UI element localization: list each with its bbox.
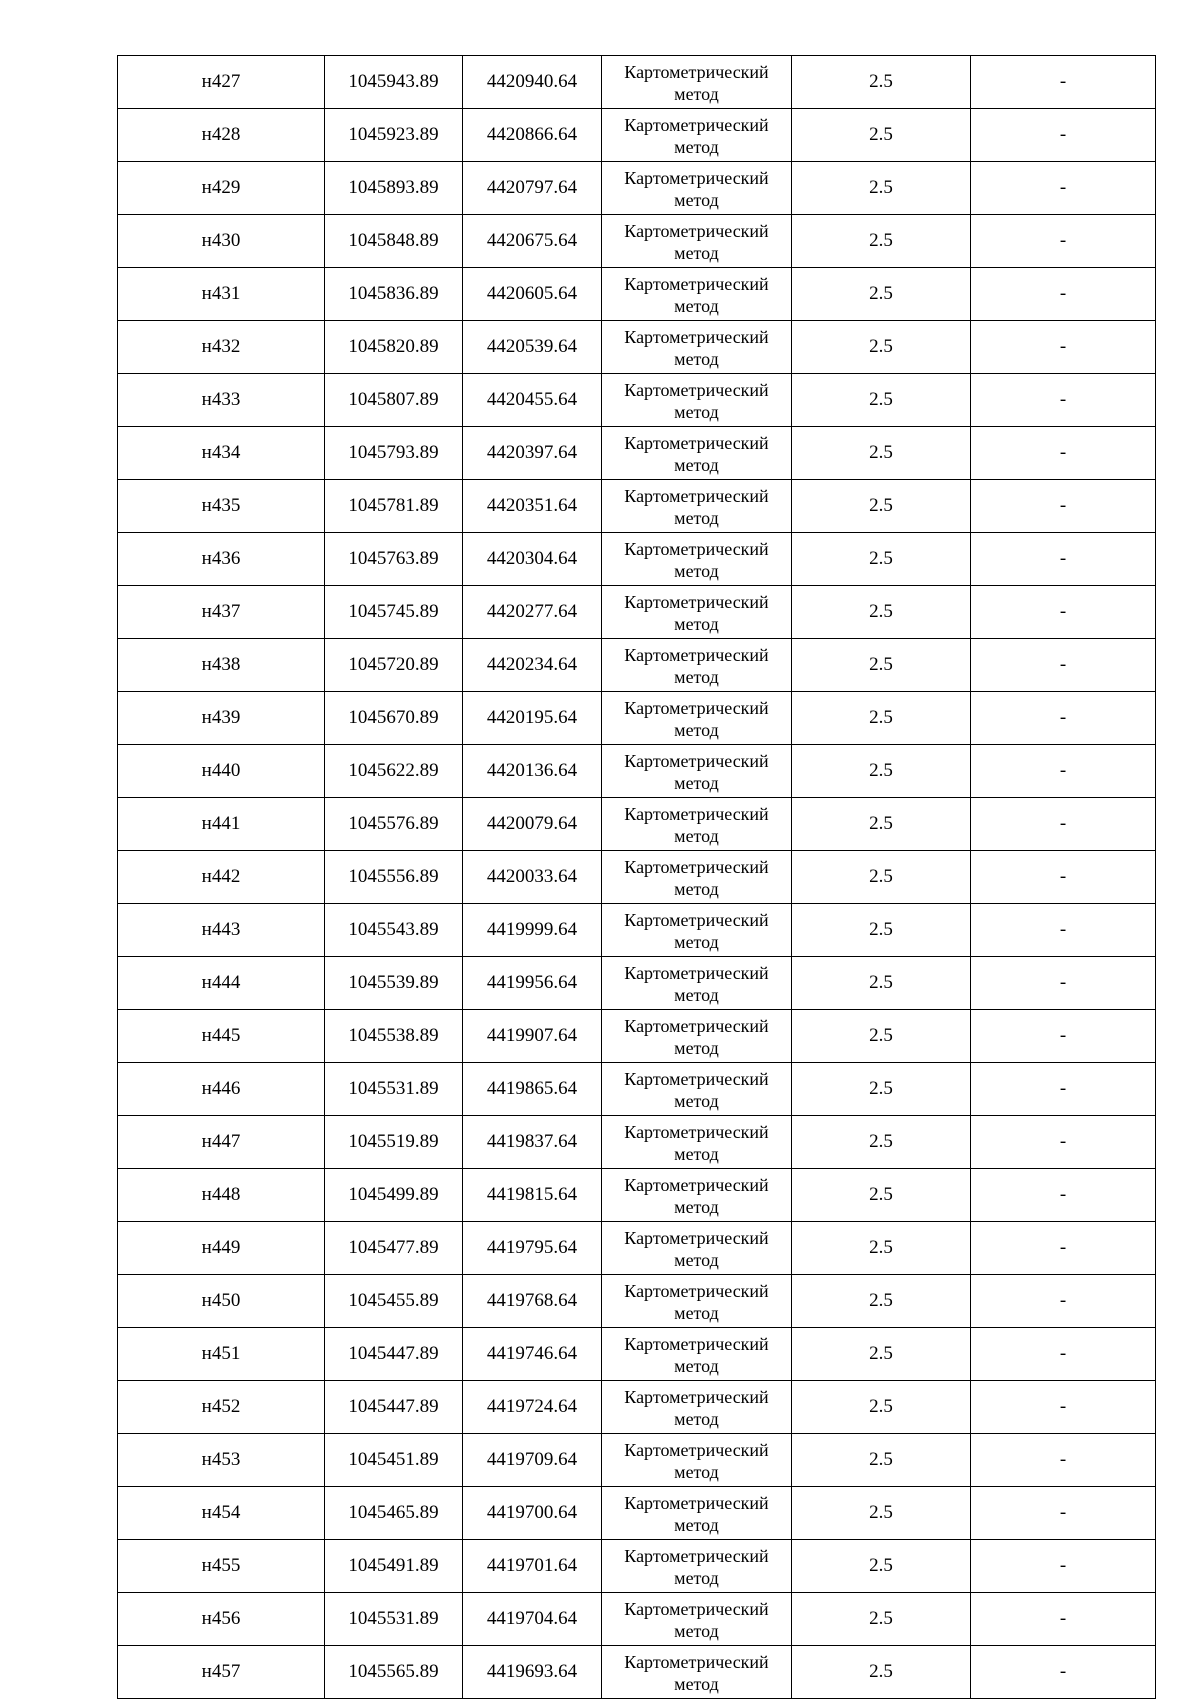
note-cell: -	[971, 745, 1156, 798]
table-row	[118, 1434, 1156, 1487]
method-text-line2: метод	[674, 720, 719, 740]
method-text-line2: метод	[674, 826, 719, 846]
note-cell: -	[971, 56, 1156, 109]
y-coordinate-cell: 4420539.64	[463, 321, 602, 374]
method-text-line1: Картометрический	[624, 1069, 769, 1089]
method-cell	[602, 1222, 792, 1275]
method-text-line1: Картометрический	[624, 1334, 769, 1354]
note-cell: -	[971, 586, 1156, 639]
x-coordinate-cell: 1045848.89	[325, 215, 463, 268]
x-coordinate-cell: 1045531.89	[325, 1593, 463, 1646]
x-coordinate-cell: 1045539.89	[325, 957, 463, 1010]
note-cell: -	[971, 215, 1156, 268]
accuracy-cell: 2.5	[792, 1487, 971, 1540]
table-row	[118, 427, 1156, 480]
method-cell	[602, 427, 792, 480]
method-text-line1: Картометрический	[624, 62, 769, 82]
method-text-line1: Картометрический	[624, 1493, 769, 1513]
accuracy-cell: 2.5	[792, 1169, 971, 1222]
method-cell	[602, 798, 792, 851]
note-cell: -	[971, 639, 1156, 692]
method-text-line2: метод	[674, 614, 719, 634]
x-coordinate-cell: 1045556.89	[325, 851, 463, 904]
table-row	[118, 1010, 1156, 1063]
table-row	[118, 1169, 1156, 1222]
note-cell: -	[971, 1222, 1156, 1275]
method-text-line1: Картометрический	[624, 1652, 769, 1672]
method-text-line2: метод	[674, 508, 719, 528]
note-cell: -	[971, 1540, 1156, 1593]
method-cell	[602, 904, 792, 957]
note-cell: -	[971, 798, 1156, 851]
x-coordinate-cell: 1045893.89	[325, 162, 463, 215]
y-coordinate-cell: 4419956.64	[463, 957, 602, 1010]
x-coordinate-cell: 1045576.89	[325, 798, 463, 851]
table-row	[118, 851, 1156, 904]
method-text-line1: Картометрический	[624, 804, 769, 824]
x-coordinate-cell: 1045670.89	[325, 692, 463, 745]
method-cell	[602, 1169, 792, 1222]
note-cell: -	[971, 1116, 1156, 1169]
method-text-line1: Картометрический	[624, 963, 769, 983]
method-cell	[602, 1275, 792, 1328]
point-id-cell: н446	[118, 1063, 325, 1116]
table-row	[118, 1328, 1156, 1381]
method-text-line2: метод	[674, 932, 719, 952]
method-text-line2: метод	[674, 1197, 719, 1217]
method-text-line1: Картометрический	[624, 1440, 769, 1460]
point-id-cell: н451	[118, 1328, 325, 1381]
note-cell: -	[971, 1063, 1156, 1116]
method-text-line1: Картометрический	[624, 1546, 769, 1566]
note-cell: -	[971, 321, 1156, 374]
accuracy-cell: 2.5	[792, 851, 971, 904]
point-id-cell: н438	[118, 639, 325, 692]
method-text-line1: Картометрический	[624, 327, 769, 347]
method-text-line2: метод	[674, 402, 719, 422]
x-coordinate-cell: 1045763.89	[325, 533, 463, 586]
point-id-cell: н452	[118, 1381, 325, 1434]
method-text-line2: метод	[674, 1674, 719, 1694]
method-text-line2: метод	[674, 1144, 719, 1164]
accuracy-cell: 2.5	[792, 692, 971, 745]
method-text-line2: метод	[674, 985, 719, 1005]
accuracy-cell: 2.5	[792, 1010, 971, 1063]
accuracy-cell: 2.5	[792, 1593, 971, 1646]
y-coordinate-cell: 4419693.64	[463, 1646, 602, 1699]
method-text-line1: Картометрический	[624, 168, 769, 188]
note-cell: -	[971, 1010, 1156, 1063]
y-coordinate-cell: 4419746.64	[463, 1328, 602, 1381]
method-text-line2: метод	[674, 1038, 719, 1058]
method-text-line1: Картометрический	[624, 221, 769, 241]
point-id-cell: н439	[118, 692, 325, 745]
accuracy-cell: 2.5	[792, 268, 971, 321]
method-text-line1: Картометрический	[624, 1228, 769, 1248]
table-row	[118, 798, 1156, 851]
y-coordinate-cell: 4419795.64	[463, 1222, 602, 1275]
y-coordinate-cell: 4419768.64	[463, 1275, 602, 1328]
point-id-cell: н429	[118, 162, 325, 215]
note-cell: -	[971, 1646, 1156, 1699]
table-row	[118, 1222, 1156, 1275]
method-text-line2: метод	[674, 243, 719, 263]
note-cell: -	[971, 1434, 1156, 1487]
note-cell: -	[971, 1381, 1156, 1434]
method-cell	[602, 109, 792, 162]
method-text-line1: Картометрический	[624, 1387, 769, 1407]
x-coordinate-cell: 1045836.89	[325, 268, 463, 321]
table-row	[118, 374, 1156, 427]
note-cell: -	[971, 904, 1156, 957]
note-cell: -	[971, 1593, 1156, 1646]
x-coordinate-cell: 1045622.89	[325, 745, 463, 798]
accuracy-cell: 2.5	[792, 321, 971, 374]
y-coordinate-cell: 4420234.64	[463, 639, 602, 692]
x-coordinate-cell: 1045565.89	[325, 1646, 463, 1699]
table-row	[118, 1275, 1156, 1328]
point-id-cell: н456	[118, 1593, 325, 1646]
y-coordinate-cell: 4420940.64	[463, 56, 602, 109]
x-coordinate-cell: 1045720.89	[325, 639, 463, 692]
table-row	[118, 586, 1156, 639]
note-cell: -	[971, 1487, 1156, 1540]
accuracy-cell: 2.5	[792, 56, 971, 109]
method-cell	[602, 1328, 792, 1381]
method-cell	[602, 1540, 792, 1593]
y-coordinate-cell: 4420397.64	[463, 427, 602, 480]
note-cell: -	[971, 109, 1156, 162]
note-cell: -	[971, 268, 1156, 321]
method-text-line2: метод	[674, 1515, 719, 1535]
y-coordinate-cell: 4420304.64	[463, 533, 602, 586]
x-coordinate-cell: 1045943.89	[325, 56, 463, 109]
method-cell	[602, 56, 792, 109]
point-id-cell: н433	[118, 374, 325, 427]
y-coordinate-cell: 4419907.64	[463, 1010, 602, 1063]
method-text-line1: Картометрический	[624, 274, 769, 294]
y-coordinate-cell: 4420079.64	[463, 798, 602, 851]
point-id-cell: н448	[118, 1169, 325, 1222]
x-coordinate-cell: 1045745.89	[325, 586, 463, 639]
x-coordinate-cell: 1045451.89	[325, 1434, 463, 1487]
point-id-cell: н454	[118, 1487, 325, 1540]
table-row	[118, 904, 1156, 957]
y-coordinate-cell: 4420675.64	[463, 215, 602, 268]
table-row	[118, 1646, 1156, 1699]
accuracy-cell: 2.5	[792, 162, 971, 215]
accuracy-cell: 2.5	[792, 1540, 971, 1593]
y-coordinate-cell: 4420605.64	[463, 268, 602, 321]
table-row	[118, 215, 1156, 268]
method-cell	[602, 480, 792, 533]
x-coordinate-cell: 1045781.89	[325, 480, 463, 533]
note-cell: -	[971, 533, 1156, 586]
method-text-line2: метод	[674, 296, 719, 316]
y-coordinate-cell: 4420136.64	[463, 745, 602, 798]
accuracy-cell: 2.5	[792, 109, 971, 162]
x-coordinate-cell: 1045491.89	[325, 1540, 463, 1593]
point-id-cell: н447	[118, 1116, 325, 1169]
method-text-line2: метод	[674, 667, 719, 687]
method-cell	[602, 533, 792, 586]
accuracy-cell: 2.5	[792, 1646, 971, 1699]
x-coordinate-cell: 1045820.89	[325, 321, 463, 374]
table-row	[118, 1063, 1156, 1116]
x-coordinate-cell: 1045793.89	[325, 427, 463, 480]
method-text-line2: метод	[674, 1462, 719, 1482]
point-id-cell: н455	[118, 1540, 325, 1593]
note-cell: -	[971, 162, 1156, 215]
y-coordinate-cell: 4419837.64	[463, 1116, 602, 1169]
y-coordinate-cell: 4419724.64	[463, 1381, 602, 1434]
method-text-line2: метод	[674, 1303, 719, 1323]
accuracy-cell: 2.5	[792, 1222, 971, 1275]
accuracy-cell: 2.5	[792, 1434, 971, 1487]
accuracy-cell: 2.5	[792, 639, 971, 692]
method-text-line2: метод	[674, 349, 719, 369]
method-cell	[602, 692, 792, 745]
x-coordinate-cell: 1045455.89	[325, 1275, 463, 1328]
point-id-cell: н457	[118, 1646, 325, 1699]
point-id-cell: н445	[118, 1010, 325, 1063]
y-coordinate-cell: 4420195.64	[463, 692, 602, 745]
accuracy-cell: 2.5	[792, 1116, 971, 1169]
y-coordinate-cell: 4420455.64	[463, 374, 602, 427]
y-coordinate-cell: 4419865.64	[463, 1063, 602, 1116]
method-text-line2: метод	[674, 1250, 719, 1270]
method-text-line1: Картометрический	[624, 592, 769, 612]
x-coordinate-cell: 1045923.89	[325, 109, 463, 162]
method-cell	[602, 1487, 792, 1540]
point-id-cell: н435	[118, 480, 325, 533]
accuracy-cell: 2.5	[792, 1063, 971, 1116]
method-cell	[602, 1116, 792, 1169]
table-row	[118, 1487, 1156, 1540]
method-text-line1: Картометрический	[624, 1016, 769, 1036]
point-id-cell: н430	[118, 215, 325, 268]
note-cell: -	[971, 1169, 1156, 1222]
table-row	[118, 1116, 1156, 1169]
table-row	[118, 109, 1156, 162]
method-text-line2: метод	[674, 879, 719, 899]
point-id-cell: н440	[118, 745, 325, 798]
method-text-line2: метод	[674, 1356, 719, 1376]
point-id-cell: н436	[118, 533, 325, 586]
method-cell	[602, 215, 792, 268]
point-id-cell: н453	[118, 1434, 325, 1487]
accuracy-cell: 2.5	[792, 1328, 971, 1381]
accuracy-cell: 2.5	[792, 427, 971, 480]
table-row	[118, 1381, 1156, 1434]
accuracy-cell: 2.5	[792, 957, 971, 1010]
note-cell: -	[971, 427, 1156, 480]
table-row	[118, 162, 1156, 215]
method-cell	[602, 1381, 792, 1434]
x-coordinate-cell: 1045519.89	[325, 1116, 463, 1169]
table-row	[118, 268, 1156, 321]
y-coordinate-cell: 4419815.64	[463, 1169, 602, 1222]
x-coordinate-cell: 1045807.89	[325, 374, 463, 427]
method-text-line1: Картометрический	[624, 486, 769, 506]
method-text-line1: Картометрический	[624, 115, 769, 135]
table-row	[118, 745, 1156, 798]
method-text-line1: Картометрический	[624, 1175, 769, 1195]
note-cell: -	[971, 1275, 1156, 1328]
note-cell: -	[971, 851, 1156, 904]
point-id-cell: н432	[118, 321, 325, 374]
y-coordinate-cell: 4420866.64	[463, 109, 602, 162]
coordinates-table	[117, 55, 1156, 1699]
accuracy-cell: 2.5	[792, 745, 971, 798]
method-text-line2: метод	[674, 773, 719, 793]
method-cell	[602, 745, 792, 798]
method-text-line2: метод	[674, 190, 719, 210]
y-coordinate-cell: 4419704.64	[463, 1593, 602, 1646]
y-coordinate-cell: 4420797.64	[463, 162, 602, 215]
note-cell: -	[971, 692, 1156, 745]
table-row	[118, 56, 1156, 109]
method-cell	[602, 268, 792, 321]
x-coordinate-cell: 1045543.89	[325, 904, 463, 957]
method-text-line1: Картометрический	[624, 751, 769, 771]
method-text-line1: Картометрический	[624, 1122, 769, 1142]
y-coordinate-cell: 4419700.64	[463, 1487, 602, 1540]
table-row	[118, 321, 1156, 374]
method-text-line2: метод	[674, 137, 719, 157]
accuracy-cell: 2.5	[792, 904, 971, 957]
method-text-line2: метод	[674, 1409, 719, 1429]
point-id-cell: н427	[118, 56, 325, 109]
method-cell	[602, 851, 792, 904]
method-text-line1: Картометрический	[624, 857, 769, 877]
x-coordinate-cell: 1045477.89	[325, 1222, 463, 1275]
method-cell	[602, 1063, 792, 1116]
table-row	[118, 639, 1156, 692]
method-cell	[602, 321, 792, 374]
table-row	[118, 1593, 1156, 1646]
method-text-line2: метод	[674, 1621, 719, 1641]
point-id-cell: н443	[118, 904, 325, 957]
accuracy-cell: 2.5	[792, 374, 971, 427]
point-id-cell: н444	[118, 957, 325, 1010]
table-row	[118, 692, 1156, 745]
accuracy-cell: 2.5	[792, 586, 971, 639]
x-coordinate-cell: 1045499.89	[325, 1169, 463, 1222]
point-id-cell: н450	[118, 1275, 325, 1328]
method-cell	[602, 957, 792, 1010]
method-text-line1: Картометрический	[624, 910, 769, 930]
x-coordinate-cell: 1045531.89	[325, 1063, 463, 1116]
method-cell	[602, 162, 792, 215]
x-coordinate-cell: 1045447.89	[325, 1328, 463, 1381]
method-text-line1: Картометрический	[624, 1281, 769, 1301]
note-cell: -	[971, 374, 1156, 427]
x-coordinate-cell: 1045538.89	[325, 1010, 463, 1063]
method-text-line2: метод	[674, 1091, 719, 1111]
accuracy-cell: 2.5	[792, 533, 971, 586]
accuracy-cell: 2.5	[792, 1275, 971, 1328]
method-text-line2: метод	[674, 455, 719, 475]
method-cell	[602, 1434, 792, 1487]
note-cell: -	[971, 480, 1156, 533]
method-text-line1: Картометрический	[624, 539, 769, 559]
accuracy-cell: 2.5	[792, 798, 971, 851]
table-body	[118, 56, 1156, 1699]
method-text-line2: метод	[674, 84, 719, 104]
point-id-cell: н431	[118, 268, 325, 321]
y-coordinate-cell: 4420033.64	[463, 851, 602, 904]
note-cell: -	[971, 1328, 1156, 1381]
x-coordinate-cell: 1045465.89	[325, 1487, 463, 1540]
table-row	[118, 1540, 1156, 1593]
method-cell	[602, 1010, 792, 1063]
note-cell: -	[971, 957, 1156, 1010]
point-id-cell: н437	[118, 586, 325, 639]
point-id-cell: н449	[118, 1222, 325, 1275]
method-text-line1: Картометрический	[624, 698, 769, 718]
method-text-line1: Картометрический	[624, 1599, 769, 1619]
method-cell	[602, 1593, 792, 1646]
y-coordinate-cell: 4420277.64	[463, 586, 602, 639]
accuracy-cell: 2.5	[792, 480, 971, 533]
accuracy-cell: 2.5	[792, 1381, 971, 1434]
method-cell	[602, 1646, 792, 1699]
y-coordinate-cell: 4419701.64	[463, 1540, 602, 1593]
x-coordinate-cell: 1045447.89	[325, 1381, 463, 1434]
accuracy-cell: 2.5	[792, 215, 971, 268]
y-coordinate-cell: 4419709.64	[463, 1434, 602, 1487]
method-cell	[602, 639, 792, 692]
method-cell	[602, 374, 792, 427]
table-row	[118, 480, 1156, 533]
table-row	[118, 957, 1156, 1010]
point-id-cell: н434	[118, 427, 325, 480]
method-text-line2: метод	[674, 561, 719, 581]
y-coordinate-cell: 4419999.64	[463, 904, 602, 957]
y-coordinate-cell: 4420351.64	[463, 480, 602, 533]
point-id-cell: н441	[118, 798, 325, 851]
table-row	[118, 533, 1156, 586]
method-text-line1: Картометрический	[624, 380, 769, 400]
method-text-line1: Картометрический	[624, 433, 769, 453]
point-id-cell: н442	[118, 851, 325, 904]
point-id-cell: н428	[118, 109, 325, 162]
method-text-line1: Картометрический	[624, 645, 769, 665]
method-cell	[602, 586, 792, 639]
method-text-line2: метод	[674, 1568, 719, 1588]
